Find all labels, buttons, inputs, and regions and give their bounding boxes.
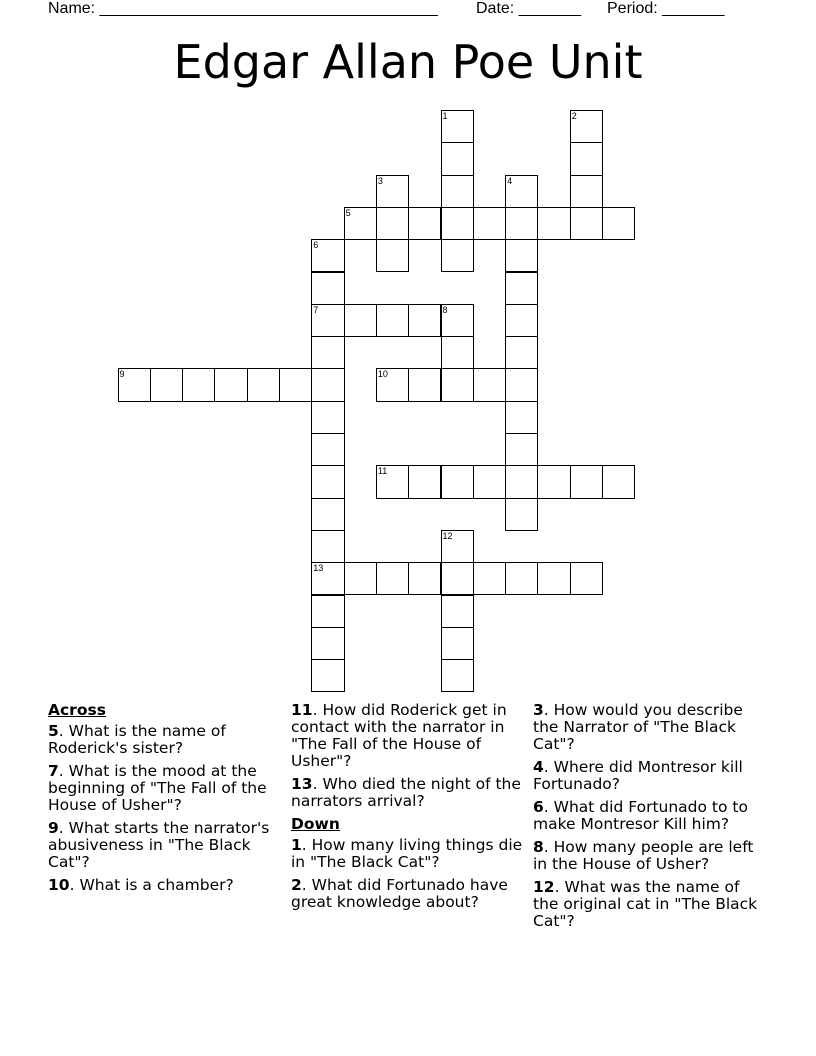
grid-cell[interactable] [570, 562, 603, 595]
grid-cell[interactable] [505, 272, 538, 305]
grid-cell[interactable] [247, 368, 280, 401]
clue-item: 7. What is the mood at the beginning of "The Fall of the House of Usher"? [48, 762, 267, 814]
grid-cell[interactable] [311, 401, 344, 434]
clue-item-number: 6 [533, 798, 544, 816]
page-title: Edgar Allan Poe Unit [173, 35, 643, 89]
clue-item: 9. What starts the narrator's abusiveness in "The Black Cat"? [48, 819, 270, 871]
grid-cell[interactable] [376, 239, 409, 272]
clue-number: 9 [119, 369, 125, 380]
clue-item: 13. Who died the night of the narrators arrival? [291, 775, 521, 810]
grid-cell[interactable] [505, 401, 538, 434]
clue-item-text: How did Roderick get in contact with the narrator in "The Fall of the House of Usher"? [291, 701, 507, 770]
grid-cell[interactable] [537, 465, 570, 498]
grid-cell[interactable] [570, 465, 603, 498]
clue-item: 10. What is a chamber? [48, 876, 234, 894]
clue-item: 4. Where did Montresor kill Fortunado? [533, 758, 743, 793]
clue-column-3 [533, 702, 768, 936]
down-heading: Down [291, 815, 340, 833]
clue-item-text: What is a chamber? [79, 876, 234, 894]
grid-cell[interactable] [602, 207, 635, 240]
clue-item-number: 10 [48, 876, 70, 894]
grid-cell[interactable] [311, 336, 344, 369]
clue-item: 3. How would you describe the Narrator of "The Black Cat"? [533, 701, 743, 753]
grid-cell[interactable] [505, 207, 538, 240]
clue-item: 1. How many living things die in "The Black Cat"? [291, 836, 523, 871]
grid-cell[interactable] [311, 659, 344, 692]
grid-cell[interactable] [311, 368, 344, 401]
grid-cell[interactable] [408, 465, 441, 498]
grid-cell[interactable] [376, 207, 409, 240]
clue-item: 11. How did Roderick get in contact with the narrator in "The Fall of the House of Usher"? [291, 701, 507, 770]
grid-cell[interactable] [441, 659, 474, 692]
grid-cell[interactable] [505, 562, 538, 595]
grid-cell[interactable] [214, 368, 247, 401]
clue-item-number: 2 [291, 876, 302, 894]
grid-cell[interactable] [505, 336, 538, 369]
grid-cell[interactable] [537, 207, 570, 240]
grid-cell[interactable] [376, 562, 409, 595]
grid-cell[interactable] [602, 465, 635, 498]
clue-item-number: 4 [533, 758, 544, 776]
clue-item-text: How many people are left in the House of Usher? [533, 838, 754, 873]
grid-cell[interactable] [441, 239, 474, 272]
grid-cell[interactable] [473, 465, 506, 498]
grid-cell[interactable] [505, 368, 538, 401]
clue-item: 12. What was the name of the original cat in "The Black Cat"? [533, 878, 758, 930]
grid-cell[interactable] [150, 368, 183, 401]
grid-cell[interactable] [505, 304, 538, 337]
grid-cell[interactable] [279, 368, 312, 401]
clue-number: 11 [377, 466, 388, 477]
grid-cell[interactable] [570, 142, 603, 175]
grid-cell[interactable] [441, 595, 474, 628]
clue-number: 13 [313, 563, 324, 574]
grid-cell[interactable] [441, 336, 474, 369]
grid-cell[interactable] [570, 175, 603, 208]
clue-item-number: 7 [48, 762, 59, 780]
clue-number: 10 [377, 369, 388, 380]
clue-number: 8 [442, 304, 448, 315]
grid-cell[interactable] [505, 433, 538, 466]
clue-number: 1 [442, 111, 448, 121]
clue-item-number: 5 [48, 722, 59, 740]
grid-cell[interactable] [182, 368, 215, 401]
period-field[interactable]: Period: _______ [607, 0, 725, 17]
clue-item-text: Where did Montresor kill Fortunado? [533, 758, 743, 793]
grid-cell[interactable] [344, 304, 377, 337]
clue-column-1 [48, 702, 283, 900]
clue-item-number: 12 [533, 878, 555, 896]
grid-cell[interactable] [408, 304, 441, 337]
grid-cell[interactable] [311, 627, 344, 660]
clue-item-text: What starts the narrator's abusiveness in "The Black Cat"? [48, 819, 270, 871]
clue-item-text: What was the name of the original cat in "The Black Cat"? [533, 878, 758, 930]
grid-cell[interactable] [441, 175, 474, 208]
clue-item-number: 9 [48, 819, 59, 837]
clue-item-text: How many living things die in "The Black Cat"? [291, 836, 523, 871]
grid-cell[interactable] [505, 239, 538, 272]
clue-item-number: 13 [291, 775, 313, 793]
grid-cell[interactable] [408, 562, 441, 595]
clue-item: 6. What did Fortunado to to make Montresor Kill him? [533, 798, 748, 833]
grid-cell[interactable] [311, 595, 344, 628]
clue-number: 6 [313, 240, 319, 251]
grid-cell[interactable] [408, 207, 441, 240]
grid-cell[interactable] [441, 368, 474, 401]
grid-cell[interactable] [441, 627, 474, 660]
grid-cell[interactable] [505, 498, 538, 531]
clue-item-text: Who died the night of the narrators arrival? [291, 775, 521, 810]
grid-cell[interactable] [441, 562, 474, 595]
grid-cell[interactable] [441, 142, 474, 175]
clue-number: 3 [377, 175, 383, 186]
clue-number: 4 [507, 175, 513, 186]
clue-item-text: How would you describe the Narrator of "The Black Cat"? [533, 701, 743, 753]
clue-item-number: 1 [291, 836, 302, 854]
grid-cell[interactable] [473, 368, 506, 401]
clue-item-text: What did Fortunado have great knowledge about? [291, 876, 508, 911]
clue-item-number: 11 [291, 701, 313, 719]
grid-cell[interactable] [408, 368, 441, 401]
grid-cell[interactable] [441, 207, 474, 240]
clue-item-text: What is the mood at the beginning of "The Fall of the House of Usher"? [48, 762, 267, 814]
clue-item: 8. How many people are left in the House of Usher? [533, 838, 754, 873]
clue-number: 5 [345, 207, 351, 218]
grid-cell[interactable] [537, 562, 570, 595]
clue-item-text: What is the name of Roderick's sister? [48, 722, 226, 757]
grid-cell[interactable] [376, 304, 409, 337]
clue-number: 7 [313, 304, 319, 315]
clue-item-number: 3 [533, 701, 544, 719]
clue-item-number: 8 [533, 838, 544, 856]
name-field[interactable]: Name: ______________________________________ [48, 0, 438, 17]
date-field[interactable]: Date: _______ [476, 0, 581, 17]
grid-cell[interactable] [473, 562, 506, 595]
grid-cell[interactable] [311, 465, 344, 498]
clue-item-text: What did Fortunado to to make Montresor Kill him? [533, 798, 748, 833]
grid-cell[interactable] [311, 272, 344, 305]
clue-number: 2 [571, 111, 577, 121]
clue-item: 5. What is the name of Roderick's sister? [48, 722, 226, 757]
grid-cell[interactable] [505, 465, 538, 498]
grid-cell[interactable] [473, 207, 506, 240]
grid-cell[interactable] [311, 433, 344, 466]
across-heading: Across [48, 701, 106, 719]
grid-cell[interactable] [311, 530, 344, 563]
grid-cell[interactable] [344, 562, 377, 595]
clue-number: 12 [442, 530, 453, 541]
clue-item: 2. What did Fortunado have great knowledge about? [291, 876, 508, 911]
grid-cell[interactable] [441, 465, 474, 498]
grid-cell[interactable] [311, 498, 344, 531]
clue-column-2 [291, 702, 526, 917]
grid-cell[interactable] [570, 207, 603, 240]
